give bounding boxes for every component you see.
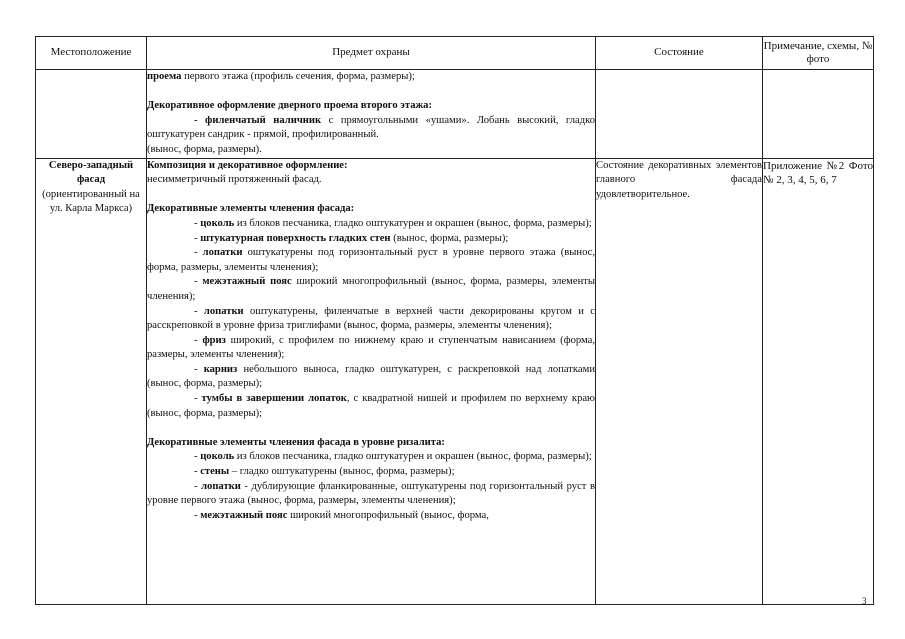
subject-cell: [147, 158, 596, 604]
subject-bold-text: - филенчатый наличник: [194, 114, 322, 126]
subject-bold-text: лопатки: [202, 247, 243, 259]
location-title: Северо-западный фасад: [48, 159, 134, 186]
note-cell: [763, 70, 874, 159]
subject-paragraph: [147, 217, 595, 232]
subject-text: широкий многопрофильный (вынос, форма,: [287, 509, 489, 521]
subject-paragraph: [147, 202, 595, 217]
subject-text: первого этажа (профиль сечения, форма, размеры);: [181, 71, 415, 82]
subject-paragraph: [147, 232, 595, 247]
subject-text: -: [194, 363, 204, 375]
subject-text: оштукатурены под горизонтальный руст в уровне первого этажа (вынос, форма, размеры, элементы членения);: [147, 247, 595, 273]
subject-bold-text: штукатурная поверхность гладких стен: [200, 232, 391, 244]
subject-text: из блоков песчаника, гладко оштукатурен и окрашен (вынос, форма, размеры);: [234, 451, 592, 463]
subject-text: широкий многопрофильный (вынос, форма, размеры, элементы членения);: [147, 276, 595, 302]
subject-text: -: [194, 393, 202, 405]
subject-paragraph: [147, 246, 595, 275]
subject-paragraph: [147, 159, 595, 174]
subject-paragraph: [147, 275, 595, 304]
subject-text: - дублирующие фланкированные, оштукатурены под горизонтальный руст в уровне первого этажа (вынос, форма, размеры, элементы членения);: [147, 480, 595, 507]
subject-text: -: [194, 334, 203, 346]
subject-bold-text: лопатки: [201, 480, 241, 492]
subject-bold-text: Декоративные элементы членения фасада:: [147, 203, 355, 215]
table-header-row: [36, 37, 874, 70]
subject-paragraph: [147, 99, 595, 114]
subject-paragraph: [147, 450, 595, 465]
subject-paragraph: [147, 436, 595, 451]
subject-text: из блоков песчаника, гладко оштукатурен и окрашен (вынос, форма, размеры);: [234, 217, 592, 229]
subject-bold-text: лопатки: [203, 305, 244, 317]
blank-line: [147, 85, 595, 100]
table-row: [36, 158, 874, 604]
subject-text: -: [194, 451, 201, 463]
state-cell: [596, 70, 763, 159]
subject-bold-text: межэтажный пояс: [202, 276, 292, 288]
header-location: Местоположение: [36, 37, 147, 70]
subject-bold-text: фриз: [202, 334, 226, 346]
subject-paragraph: [147, 114, 595, 143]
subject-paragraph: [147, 70, 595, 85]
table-row: [36, 70, 874, 159]
state-cell: Состояние декоративных элементов главного фасада удовлетворительное.: [596, 158, 763, 604]
subject-paragraph: [147, 305, 595, 334]
protection-table: [35, 36, 874, 605]
subject-paragraph: [147, 392, 595, 421]
subject-bold-text: цоколь: [200, 217, 235, 229]
subject-text: с прямоугольными «ушами». Лобань высокий, гладко оштукатурен сандрик - прямой, профилированный.: [147, 114, 595, 141]
subject-text: – гладко оштукатурены (вынос, форма, размеры);: [229, 466, 455, 478]
subject-text: -: [194, 466, 201, 478]
location-detail: (ориентированный на ул. Карла Маркса): [42, 188, 140, 215]
subject-bold-text: цоколь: [200, 451, 235, 463]
subject-paragraph: [147, 363, 595, 392]
subject-text: широкий, с профилем по нижнему краю и ступенчатым нависанием (форма, размеры, элементы членения);: [147, 334, 595, 361]
subject-paragraph: [147, 173, 595, 188]
subject-text: небольшого выноса, гладко оштукатурен, с раскреповкой над лопатками (вынос, форма, размеры);: [147, 363, 595, 390]
subject-text: , с квадратной нишей и профилем по верхнему краю (вынос, форма, размеры);: [147, 393, 595, 419]
subject-bold-text: Декоративные элементы членения фасада в уровне ризалита:: [147, 436, 445, 448]
location-cell: [36, 70, 147, 159]
header-subject: Предмет охраны: [147, 37, 596, 70]
subject-text: несимметричный протяженный фасад.: [147, 174, 322, 186]
subject-bold-text: межэтажный пояс: [200, 509, 288, 521]
header-note: Примечание, схемы, № фото: [763, 37, 874, 70]
header-state: Состояние: [596, 37, 763, 70]
subject-paragraph: [147, 465, 595, 480]
subject-text: -: [194, 509, 201, 521]
subject-text: -: [194, 276, 203, 288]
subject-bold-text: карниз: [203, 363, 238, 375]
subject-paragraph: [147, 334, 595, 363]
subject-bold-text: проема: [147, 71, 182, 82]
subject-paragraph: [147, 480, 595, 509]
blank-line: [147, 421, 595, 436]
subject-text: -: [194, 480, 202, 492]
subject-text: (вынос, форма, размеры);: [390, 232, 509, 244]
subject-text: -: [194, 217, 201, 229]
location-cell: [36, 158, 147, 604]
blank-line: [147, 188, 595, 203]
note-cell: Приложение №2 Фото № 2, 3, 4, 5, 6, 7: [763, 158, 874, 604]
subject-bold-text: Декоративное оформление дверного проема второго этажа:: [147, 100, 433, 112]
subject-text: оштукатурены, филенчатые в верхней части декорированы кругом и с расскреповкой в уровне фриза триглифами (вынос, форма, размеры, элементы членения);: [147, 305, 595, 332]
subject-bold-text: тумбы в завершении лопаток: [201, 393, 347, 405]
subject-text: -: [194, 305, 204, 317]
subject-text: -: [194, 247, 203, 259]
subject-paragraph: [147, 143, 595, 158]
subject-text: -: [194, 232, 201, 244]
subject-text: (вынос, форма, размеры).: [147, 143, 262, 155]
page-number: 3: [862, 596, 867, 606]
subject-cell: [147, 70, 596, 159]
subject-paragraph: [147, 509, 595, 524]
subject-bold-text: стены: [200, 466, 230, 478]
subject-bold-text: Композиция и декоративное оформление:: [147, 159, 348, 171]
